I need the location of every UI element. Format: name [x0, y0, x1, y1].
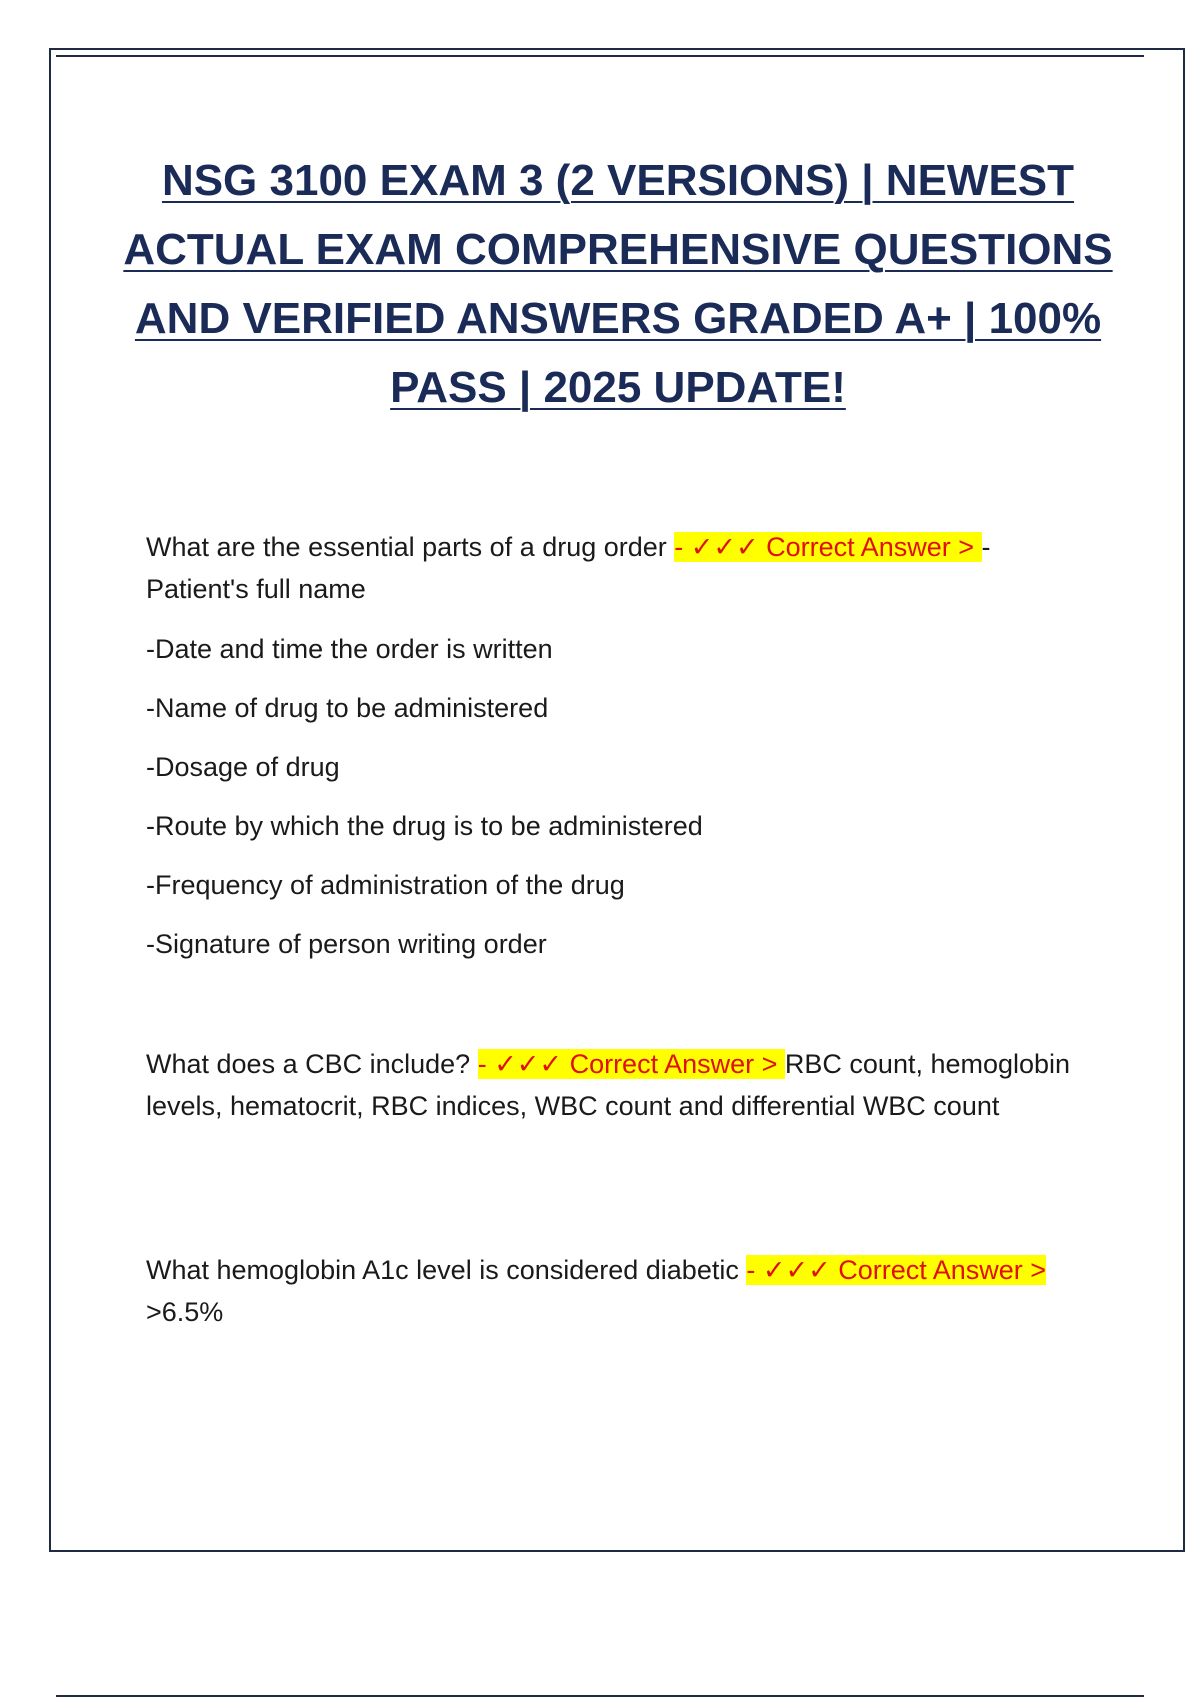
question-text: What hemoglobin A1c level is considered diabetic — [146, 1255, 747, 1285]
correct-answer-marker: - ✓✓✓ Correct Answer > — [674, 532, 982, 562]
list-item: -Frequency of administration of the drug — [146, 870, 625, 900]
bottom-rule — [56, 1695, 1144, 1697]
qa-item-cbc — [146, 1043, 1086, 1127]
document-title: NSG 3100 EXAM 3 (2 VERSIONS) | NEWEST ACTUAL EXAM COMPREHENSIVE QUESTIONS AND VERIFIED ANSWERS GRADED A+ | 100% PASS | 2025 UPDATE! — [123, 156, 1113, 412]
list-item: -Dosage of drug — [146, 752, 340, 782]
list-item: -Route by which the drug is to be administered — [146, 811, 703, 841]
answer-list — [146, 628, 1086, 982]
answer-text: >6.5% — [146, 1297, 224, 1327]
check-icon: ✓✓✓ — [690, 532, 759, 562]
check-icon: ✓✓✓ — [494, 1049, 563, 1079]
correct-answer-marker: - ✓✓✓ Correct Answer > — [477, 1049, 785, 1079]
answer-text: Patient's full name — [146, 574, 366, 604]
question-text: What are the essential parts of a drug order — [146, 532, 675, 562]
qa-item-drug-order — [146, 526, 1086, 610]
answer-text: RBC count, hemoglobin levels, hematocrit, RBC indices, WBC count and differential WBC count — [146, 1049, 1071, 1121]
list-item: -Signature of person writing order — [146, 929, 547, 959]
top-rule — [56, 55, 1144, 57]
list-item: -Name of drug to be administered — [146, 693, 549, 723]
answer-lead: - — [981, 532, 991, 562]
list-item: -Date and time the order is written — [146, 634, 553, 664]
question-text: What does a CBC include? — [146, 1049, 478, 1079]
correct-answer-marker: - ✓✓✓ Correct Answer > — [746, 1255, 1047, 1285]
qa-item-a1c — [146, 1249, 1086, 1333]
check-icon: ✓✓✓ — [762, 1255, 831, 1285]
